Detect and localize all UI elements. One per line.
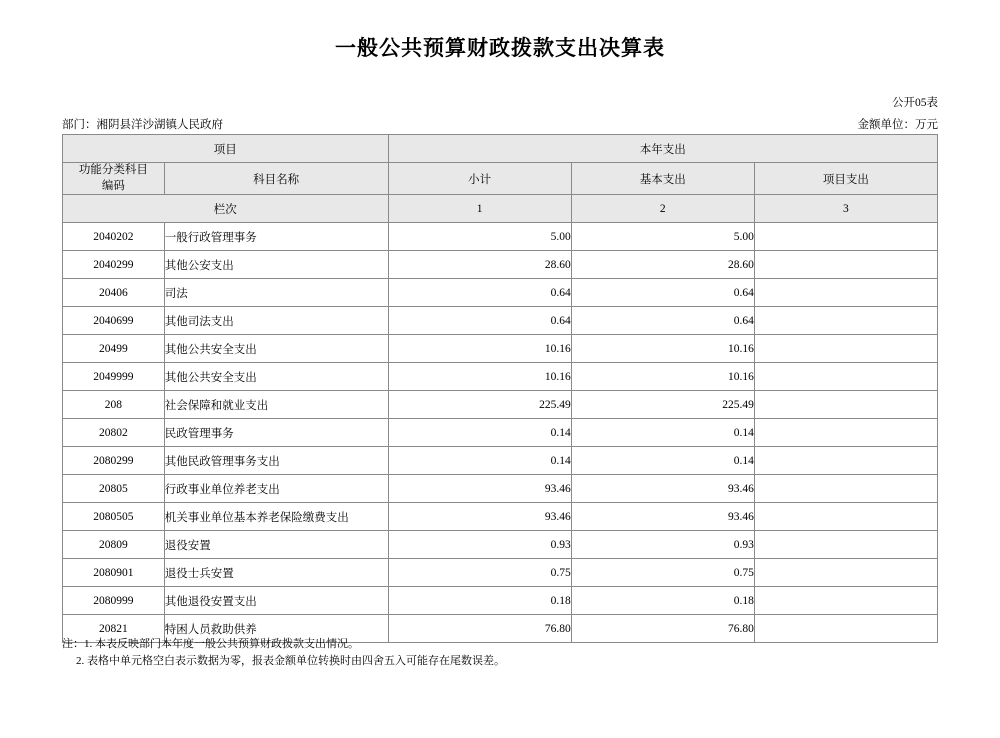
cell-basic-expense: 5.00 [571, 223, 754, 251]
cell-subject-name: 一般行政管理事务 [164, 223, 388, 251]
cell-subject-name: 其他退役安置支出 [164, 587, 388, 615]
table-notes [62, 636, 505, 670]
cell-subtotal: 10.16 [388, 363, 571, 391]
table-header-row-numbers [63, 195, 938, 223]
amount-unit-label: 金额单位：万元 [857, 119, 938, 131]
table-row [63, 363, 938, 391]
cell-code: 20499 [63, 335, 165, 363]
table-row [63, 587, 938, 615]
cell-code: 2040202 [63, 223, 165, 251]
cell-subject-name: 退役安置 [164, 531, 388, 559]
cell-subtotal: 0.14 [388, 447, 571, 475]
cell-basic-expense: 10.16 [571, 363, 754, 391]
cell-code: 20802 [63, 419, 165, 447]
cell-project-expense [754, 251, 937, 279]
meta-row [62, 116, 938, 132]
table-row [63, 503, 938, 531]
cell-project-expense [754, 335, 937, 363]
cell-subtotal: 93.46 [388, 503, 571, 531]
cell-subtotal: 0.64 [388, 279, 571, 307]
cell-subtotal: 0.64 [388, 307, 571, 335]
header-num-2: 2 [571, 195, 754, 223]
table-row [63, 559, 938, 587]
cell-code: 20406 [63, 279, 165, 307]
header-col-code-line2: 编码 [101, 179, 125, 192]
cell-subject-name: 其他公安支出 [164, 251, 388, 279]
cell-code: 20809 [63, 531, 165, 559]
cell-subject-name: 其他公共安全支出 [164, 363, 388, 391]
cell-code: 2049999 [63, 363, 165, 391]
cell-subject-name: 其他公共安全支出 [164, 335, 388, 363]
cell-basic-expense: 93.46 [571, 475, 754, 503]
cell-subtotal: 0.18 [388, 587, 571, 615]
cell-code: 2080901 [63, 559, 165, 587]
header-num-1: 1 [388, 195, 571, 223]
cell-basic-expense: 0.18 [571, 587, 754, 615]
form-code-label: 公开05表 [892, 97, 938, 109]
table-row [63, 223, 938, 251]
table-row [63, 307, 938, 335]
cell-subject-name: 司法 [164, 279, 388, 307]
cell-project-expense [754, 363, 937, 391]
page-title: 一般公共预算财政拨款支出决算表 [335, 37, 665, 60]
cell-project-expense [754, 391, 937, 419]
header-project-group: 项目 [63, 135, 389, 163]
cell-code: 208 [63, 391, 165, 419]
cell-subtotal: 10.16 [388, 335, 571, 363]
cell-basic-expense: 93.46 [571, 503, 754, 531]
table-row [63, 335, 938, 363]
cell-project-expense [754, 307, 937, 335]
cell-project-expense [754, 223, 937, 251]
note-line-1: 注：1. 本表反映部门本年度一般公共预算财政拨款支出情况。 [62, 638, 359, 650]
cell-basic-expense: 225.49 [571, 391, 754, 419]
header-col-subtotal: 小计 [388, 163, 571, 195]
cell-basic-expense: 0.75 [571, 559, 754, 587]
table-body [63, 223, 938, 643]
cell-subtotal: 93.46 [388, 475, 571, 503]
budget-table-container [62, 134, 938, 643]
cell-subject-name: 退役士兵安置 [164, 559, 388, 587]
document-page [0, 32, 1000, 738]
cell-subject-name: 其他民政管理事务支出 [164, 447, 388, 475]
cell-subtotal: 76.80 [388, 615, 571, 643]
header-col-project: 项目支出 [754, 163, 937, 195]
cell-basic-expense: 0.14 [571, 419, 754, 447]
header-col-code-line1: 功能分类科目 [78, 164, 148, 176]
cell-subtotal: 0.14 [388, 419, 571, 447]
cell-subject-name: 民政管理事务 [164, 419, 388, 447]
cell-code: 2040299 [63, 251, 165, 279]
cell-basic-expense: 0.64 [571, 307, 754, 335]
cell-code: 20805 [63, 475, 165, 503]
cell-project-expense [754, 279, 937, 307]
cell-code: 20821 [63, 615, 165, 643]
cell-basic-expense: 28.60 [571, 251, 754, 279]
cell-subject-name: 行政事业单位养老支出 [164, 475, 388, 503]
note-line-2: 2. 表格中单元格空白表示数据为零，报表金额单位转换时由四舍五入可能存在尾数误差。 [76, 655, 505, 668]
table-row [63, 447, 938, 475]
cell-project-expense [754, 475, 937, 503]
cell-subtotal: 5.00 [388, 223, 571, 251]
cell-code: 2040699 [63, 307, 165, 335]
table-row [63, 531, 938, 559]
cell-project-expense [754, 615, 937, 643]
cell-project-expense [754, 587, 937, 615]
cell-project-expense [754, 503, 937, 531]
cell-project-expense [754, 531, 937, 559]
cell-project-expense [754, 419, 937, 447]
cell-code: 2080999 [63, 587, 165, 615]
cell-project-expense [754, 447, 937, 475]
header-col-basic: 基本支出 [571, 163, 754, 195]
table-row [63, 279, 938, 307]
table-header-row-cols [63, 163, 938, 195]
cell-basic-expense: 0.64 [571, 279, 754, 307]
cell-subject-name: 社会保障和就业支出 [164, 391, 388, 419]
header-row-label: 栏次 [63, 195, 389, 223]
cell-code: 2080299 [63, 447, 165, 475]
cell-basic-expense: 10.16 [571, 335, 754, 363]
cell-subtotal: 225.49 [388, 391, 571, 419]
table-row [63, 419, 938, 447]
cell-basic-expense: 0.93 [571, 531, 754, 559]
cell-subject-name: 其他司法支出 [164, 307, 388, 335]
cell-subtotal: 28.60 [388, 251, 571, 279]
cell-subtotal: 0.93 [388, 531, 571, 559]
table-row [63, 251, 938, 279]
department-label: 部门：湘阴县洋沙湖镇人民政府 [62, 119, 223, 131]
cell-basic-expense: 0.14 [571, 447, 754, 475]
budget-table [62, 134, 938, 643]
header-year-expense-group: 本年支出 [388, 135, 937, 163]
header-num-3: 3 [754, 195, 937, 223]
table-row [63, 391, 938, 419]
cell-basic-expense: 76.80 [571, 615, 754, 643]
table-header-row-group [63, 135, 938, 163]
cell-code: 2080505 [63, 503, 165, 531]
cell-project-expense [754, 559, 937, 587]
table-row [63, 475, 938, 503]
cell-subject-name: 机关事业单位基本养老保险缴费支出 [164, 503, 388, 531]
cell-subtotal: 0.75 [388, 559, 571, 587]
header-col-name: 科目名称 [164, 163, 388, 195]
header-col-code [63, 163, 165, 195]
cell-subject-name: 特困人员救助供养 [164, 615, 388, 643]
